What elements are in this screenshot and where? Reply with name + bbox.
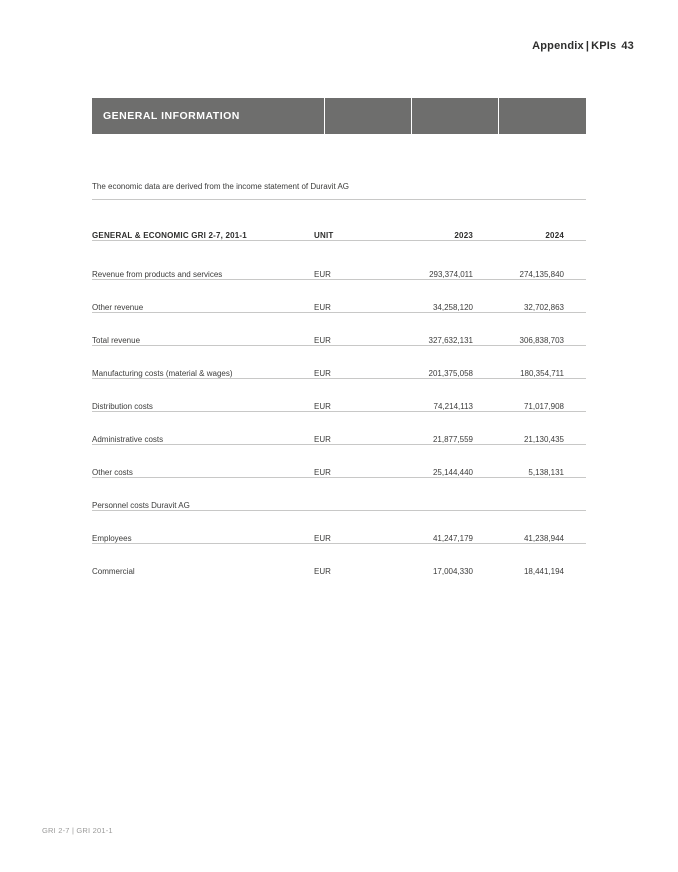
table-row (92, 279, 586, 312)
row-unit: EUR (314, 345, 404, 378)
column-header-label: GENERAL & ECONOMIC GRI 2-7, 201-1 (92, 200, 314, 241)
row-value-2023: 74,214,113 (404, 378, 495, 411)
table-row (92, 312, 586, 345)
row-value-2024: 41,238,944 (495, 510, 586, 543)
kpi-table (92, 200, 586, 576)
row-value-2024: 274,135,840 (495, 240, 586, 279)
row-unit: EUR (314, 510, 404, 543)
page-number: 43 (621, 40, 634, 52)
row-value-2023: 201,375,058 (404, 345, 495, 378)
table-row (92, 345, 586, 378)
table-row (92, 444, 586, 477)
row-value-2024: 71,017,908 (495, 378, 586, 411)
row-unit: EUR (314, 566, 331, 576)
banner-divider (498, 98, 499, 134)
table-row (92, 543, 586, 576)
row-label: Administrative costs (92, 411, 314, 444)
row-label: Other revenue (92, 279, 314, 312)
table-row (92, 411, 586, 444)
row-label: Distribution costs (92, 378, 314, 411)
row-value-2023: 21,877,559 (404, 411, 495, 444)
page-header (532, 40, 634, 52)
row-value-2024: 180,354,711 (495, 345, 586, 378)
row-value-2023: 41,247,179 (404, 510, 495, 543)
row-label: Revenue from products and services (92, 240, 314, 279)
banner-divider (411, 98, 412, 134)
header-separator: | (585, 40, 590, 52)
row-value-2023: 293,374,011 (404, 240, 495, 279)
row-unit: EUR (314, 444, 404, 477)
intro-note: The economic data are derived from the income statement of Duravit AG (92, 134, 586, 200)
row-unit: EUR (314, 378, 404, 411)
banner-divider (324, 98, 325, 134)
row-value-2023: 34,258,120 (404, 279, 495, 312)
row-label: Total revenue (92, 312, 314, 345)
column-header-2023: 2023 (404, 200, 495, 241)
row-value-2023 (404, 477, 495, 510)
row-value-2023: 17,004,330 (432, 566, 473, 576)
table-row (92, 240, 586, 279)
row-unit: EUR (314, 240, 404, 279)
table-row (92, 378, 586, 411)
content-block (92, 98, 586, 576)
row-unit: EUR (314, 411, 404, 444)
section-banner-title: GENERAL INFORMATION (103, 110, 240, 122)
row-value-2024: 5,138,131 (495, 444, 586, 477)
section-banner (92, 98, 586, 134)
row-value-2024: 21,130,435 (495, 411, 586, 444)
row-unit (314, 477, 404, 510)
row-value-2023: 25,144,440 (404, 444, 495, 477)
row-label: Employees (92, 510, 314, 543)
row-label: Commercial (92, 566, 135, 576)
column-header-2024: 2024 (495, 200, 586, 241)
row-value-2024: 32,702,863 (495, 279, 586, 312)
table-row (92, 510, 586, 543)
row-label: Other costs (92, 444, 314, 477)
header-section: Appendix (532, 40, 584, 52)
row-value-2024: 306,838,703 (495, 312, 586, 345)
row-value-2023: 327,632,131 (404, 312, 495, 345)
header-subsection: KPIs (591, 40, 617, 52)
table-header-row (92, 200, 586, 241)
row-label: Personnel costs Duravit AG (92, 477, 314, 510)
column-header-unit: UNIT (314, 200, 404, 241)
row-unit: EUR (314, 312, 404, 345)
row-label: Manufacturing costs (material & wages) (92, 345, 314, 378)
row-unit: EUR (314, 279, 404, 312)
table-row-subheading (92, 477, 586, 510)
footer-references: GRI 2-7 | GRI 201-1 (42, 826, 113, 835)
row-value-2024 (495, 477, 586, 510)
row-value-2024: 18,441,194 (523, 566, 564, 576)
